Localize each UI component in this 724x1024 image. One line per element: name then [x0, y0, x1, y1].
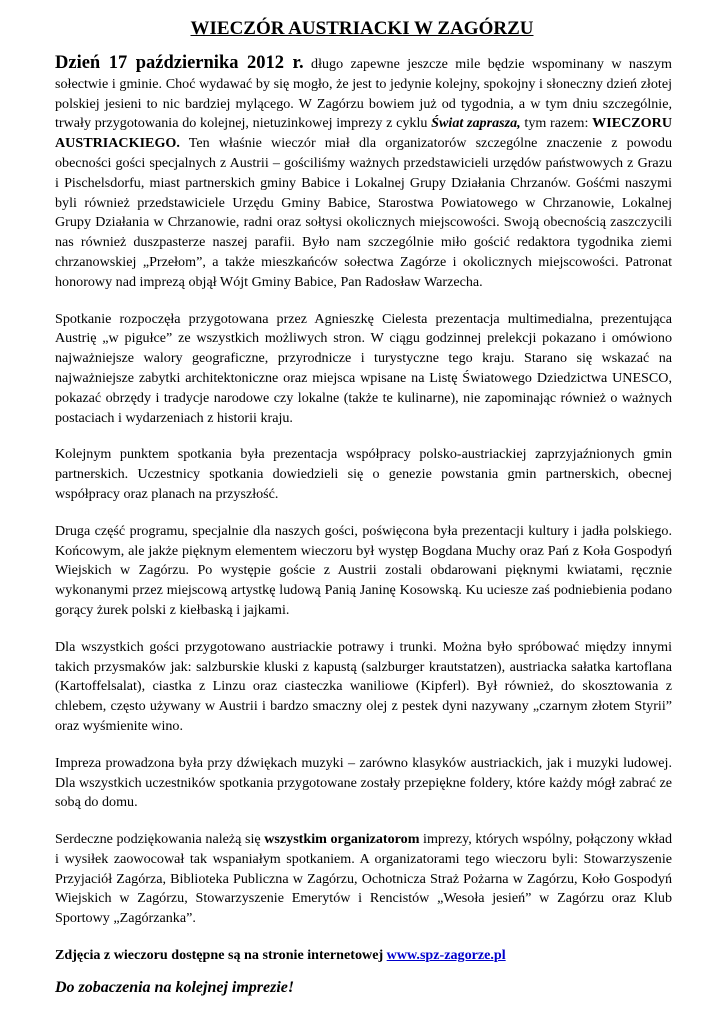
event-date: Dzień 17 października 2012 r.: [55, 53, 304, 73]
document-body: [55, 54, 672, 983]
paragraph-thanks: [55, 830, 672, 929]
intro-text-c: Ten właśnie wieczór miał dla organizatorów szczególne znaczenie z powodu obecności gości specjalnych z Austrii – gościliśmy ważnych przedstawicieli urzędów państwowych z Grazu i Pischelsdorfu, miast partnerskich gminy Babice i Lokalnej Grupy Działania Chrzanów. Gośćmi naszymi byli również przedstawiciele Urzędu Gminy Babice, Starostwa Powiatowego w Chrzanowie, Lokalnej Grupy Działania w Chrzanowie, radni oraz sołtysi okolicznych miejscowości. Swoją obecnością zaszczycili nas również duszpasterze naszej parafii. Było nam szczególnie miło gościć redaktora tygodnika ziemi chrzanowskiej „Przełom”, a także mieszkańców sołectwa Zagórze i okolicznych miejscowości. Patronat honorowy nad imprezą objął Wójt Gminy Babice, Pan Radosław Warzecha.: [55, 135, 672, 290]
thanks-bold: wszystkim organizatorom: [264, 831, 420, 848]
paragraph-photos: [55, 946, 672, 966]
thanks-text-a: Serdeczne podziękowania należą się: [55, 831, 265, 848]
event-name: WIECZORU AUSTRIACKIEGO.: [55, 115, 673, 152]
series-name: Świat zaprasza,: [431, 115, 521, 132]
document-title: WIECZÓR AUSTRIACKI W ZAGÓRZU: [190, 18, 534, 39]
paragraph-program: Druga część programu, specjalnie dla naszych gości, poświęcona była prezentacji kultury i jadła polskiego. Końcowym, ale jakże pięknym elementem wieczoru był występ Bogdana Muchy oraz Pań z Koła Gospodyń Wiejskich w Zagórzu. Po występie goście z Austrii zostali obdarowani pięknymi kwiatami, ręcznie wykonanymi przez miejscową artystkę ludową Panią Janinę Kosowską. Ku uciesze zaś podniebienia podano gorący żurek polski z kiełbaską i jajkami.: [55, 522, 672, 618]
paragraph-food: Dla wszystkich gości przygotowano austriackie potrawy i trunki. Można było spróbować między innymi takich przysmaków jak: salzburskie kluski z kapustą (salzburger krautstatzen), austriacka sałatka kartoflana (Kartoffelsalat), ciastka z Linzu oraz ciasteczka waniliowe (Kipferl). Był również, do skosztowania z chlebem, często używany w Austrii i bardzo smaczny olej z pestek dyni nazywany „czarnym złotem Styrii” oraz wyśmienite wino.: [55, 638, 672, 734]
paragraph-partnership: Kolejnym punktem spotkania była prezentacja współpracy polsko-austriackiej zaprzyjaźnionych gmin partnerskich. Uczestnicy spotkania dowiedzieli się o genezie powstania gmin partnerskich, obecnej współpracy oraz planach na przyszłość.: [55, 446, 672, 502]
intro-text-b: tym razem:: [520, 115, 593, 132]
paragraph-presentation: Spotkanie rozpoczęła przygotowana przez Agnieszkę Cielesta prezentacja multimedialna, prezentująca Austrię „w pigułce” ze wszystkich możliwych stron. W ciągu godzinnej prelekcji pokazano i omówiono najważniejsze walory geograficzne, przyrodnicze i turystyczne tego kraju. Starano się wskazać na najważniejsze zabytki architektoniczne oraz miejsca wpisane na Listę Światowego Dziedzictwa UNESCO, pokazać obrzędy i tradycje narodowe czy lokalne (także te kulinarne), nie zapominając również o ważnych postaciach i wydarzeniach z historii kraju.: [55, 310, 672, 426]
thanks-text-b: imprezy, których wspólny, połączony wkład i wysiłek zaowocował tak wspaniałym spotkaniem. A organizatorami tego wieczoru byli: Stowarzyszenie Przyjaciół Zagórza, Biblioteka Publiczna w Zagórzu, Ochotnicza Straż Pożarna w Zagórzu, Koło Gospodyń Wiejskich w Zagórzu, Stowarzyszenie Emerytów i Rencistów „Wesoła jesień” w Zagórzu oraz Klub Sportowy „Zagórzanka”.: [55, 831, 672, 927]
intro-text-a: długo zapewne jeszcze mile będzie wspominany w naszym sołectwie i gminie. Choć wydawać by się mogło, że jest to jedynie kolejny, spokojny i słoneczny dzień złotej polskiej jesieni to nic bardziej mylącego. W Zagórzu bowiem już od tygodnia, a w tym dniu szczególnie, trwały przygotowania do kolejnej, nietuzinkowej imprezy z cyklu: [55, 56, 672, 132]
photos-text: Zdjęcia z wieczoru dostępne są na stronie internetowej: [55, 947, 387, 964]
closing-line: Do zobaczenia na kolejnej imprezie!: [55, 979, 295, 996]
paragraph-music: Impreza prowadzona była przy dźwiękach muzyki – zarówno klasyków austriackich, jak i muzyki ludowej. Dla wszystkich uczestników spotkania przygotowane zostały przepiękne foldery, które każdy mógł zabrać ze sobą do domu.: [55, 754, 672, 811]
paragraph-intro: [55, 54, 672, 293]
website-link[interactable]: www.spz-zagorze.pl: [386, 947, 506, 964]
